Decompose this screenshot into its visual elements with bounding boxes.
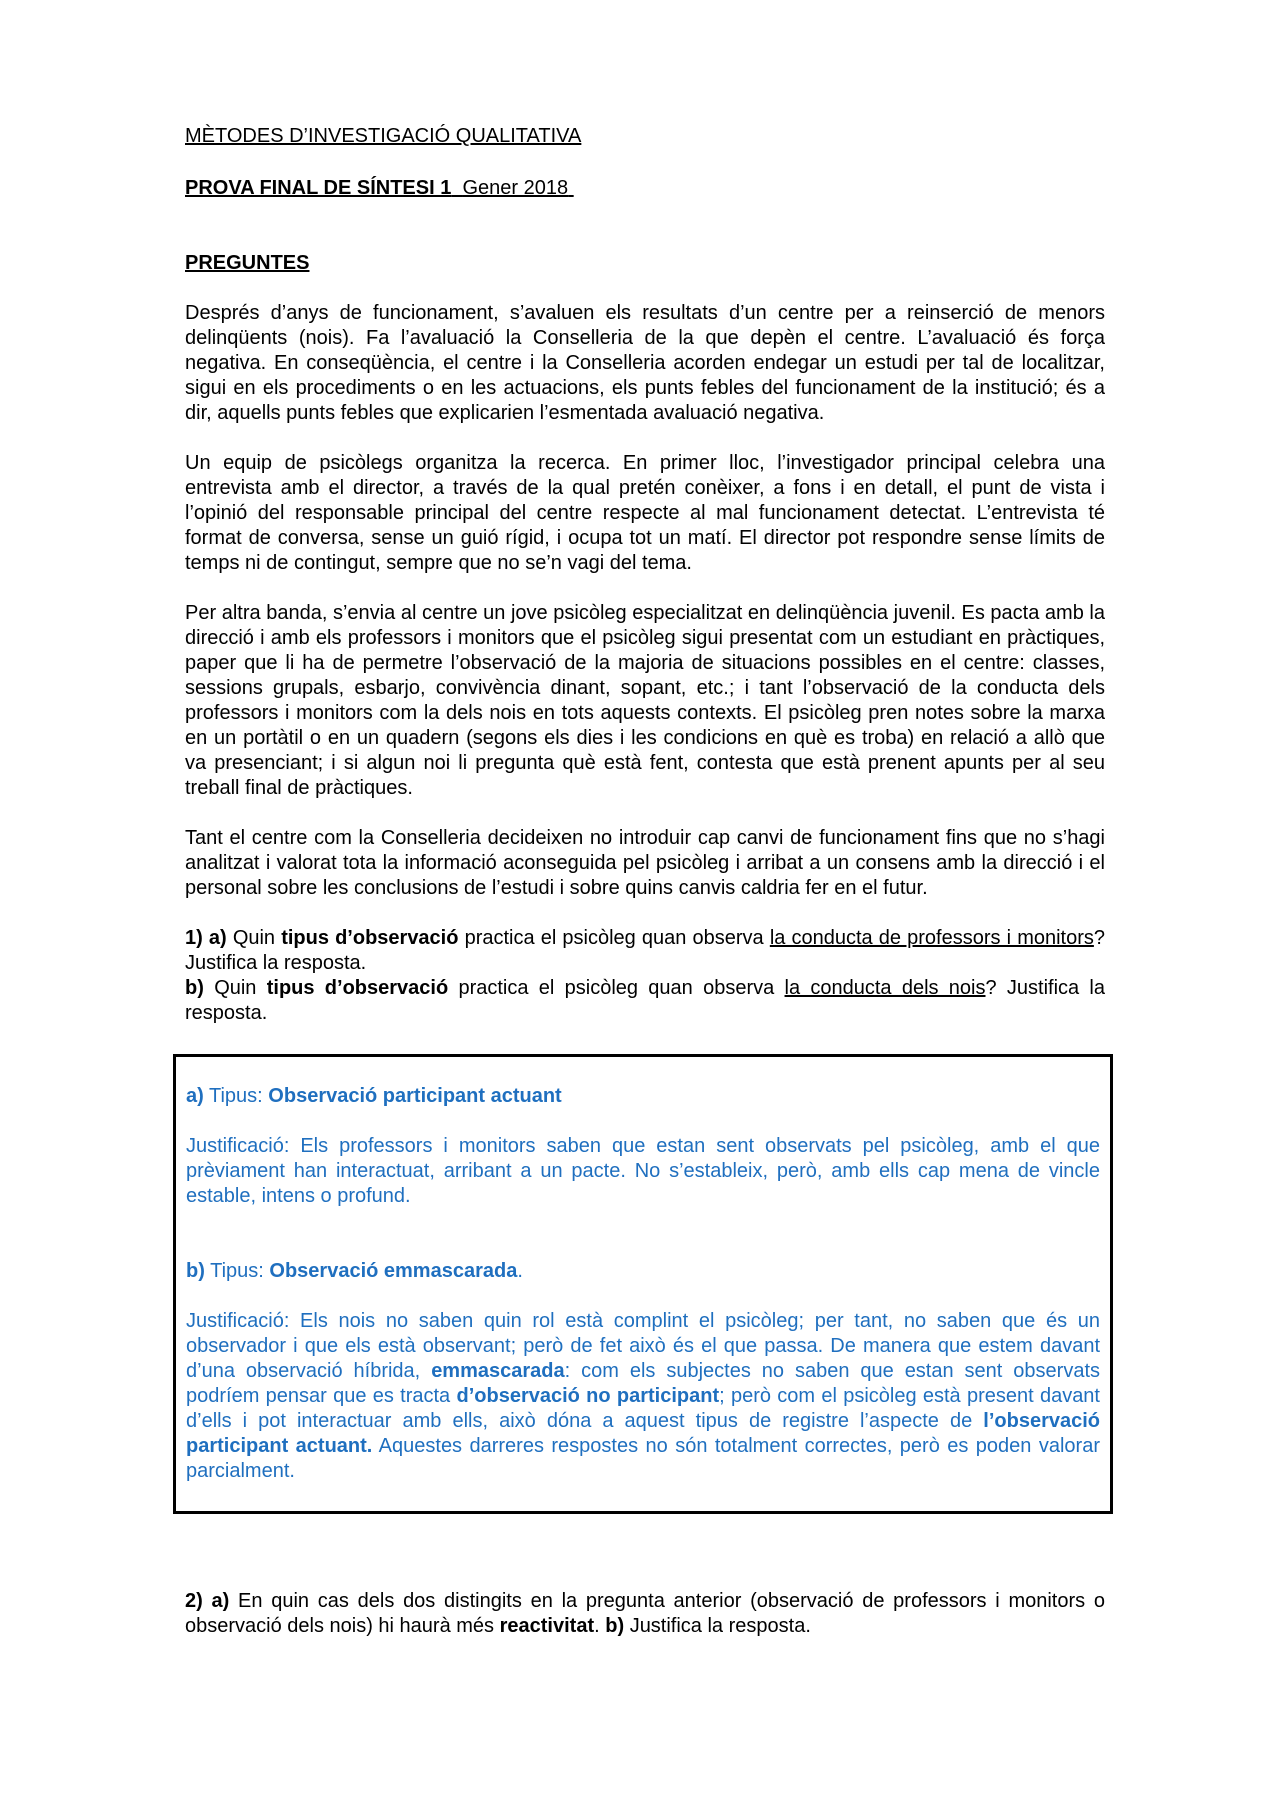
- exam-date: Gener 2018: [462, 177, 569, 199]
- q1a-text1: Quin: [232, 927, 276, 949]
- course-title: MÈTODES D’INVESTIGACIÓ QUALITATIVA: [185, 125, 582, 147]
- question-1a: [185, 926, 1105, 976]
- q1a-bold: tipus d’observació: [281, 927, 459, 949]
- answer-b-type-value: Observació emmascarada: [269, 1260, 518, 1282]
- q1a-text3: ? Justifica la resposta.: [185, 927, 1106, 974]
- answer-b-just-bold1: emmascarada: [431, 1360, 565, 1382]
- paragraph-2: Un equip de psicòlegs organitza la recerca. En primer lloc, l’investigador principal celebra una entrevista amb el director, a través de la qual pretén conèixer, a fons i en detall, el punt de vista i l’opinió del responsable principal del centre respecte al mal funcionament detectat. L’entrevista té format de conversa, sense un guió rígid, i ocupa tot un matí. El director pot respondre sense límits de temps ni de contingut, sempre que no se’n vagi del tema.: [185, 452, 1105, 574]
- questions-heading: PREGUNTES: [185, 252, 310, 274]
- q1b-text1: Quin: [214, 977, 257, 999]
- answer-b-just-bold3: l’observació participant actuant.: [186, 1410, 1101, 1457]
- paragraph-1: Després d’anys de funcionament, s’avaluen els resultats d’un centre per a reinserció de menors delinqüents (nois). Fa l’avaluació la Conselleria de la que depèn el centre. L’avaluació és força negativa. En conseqüència, el centre i la Conselleria acorden endegar un estudi per tal de localitzar, sigui en els procediments o en les actuacions, els punts febles del funcionament de la institució; és a dir, aquells punts febles que explicarien l’esmentada avaluació negativa.: [185, 302, 1105, 424]
- answer-a-justification: Justificació: Els professors i monitors saben que estan sent observats pel psicòleg, amb el que prèviament han interactuat, arribant a un pacte. No s’estableix, però, amb ells cap mena de vincle estable, intens o profund.: [186, 1135, 1100, 1207]
- answer-b-label: b): [186, 1260, 205, 1282]
- answer-b-just-3: ; però com el psicòleg està present davant d’ells i pot interactuar amb ells, això dóna a aquest tipus de registre l’aspecte de: [186, 1385, 1100, 1432]
- exam-title: PROVA FINAL DE SÍNTESI 1: [185, 177, 452, 199]
- answer-a-type: [186, 1084, 1100, 1109]
- answer-b-type: [186, 1259, 1100, 1284]
- q1b-bold: tipus d’observació: [266, 977, 449, 999]
- answer-b-justification: [186, 1309, 1100, 1484]
- q1b-label: b): [185, 977, 204, 999]
- q1b-text3: ? Justifica la resposta.: [185, 977, 1106, 1024]
- answer-b-just-bold2: d’observació no participant: [456, 1385, 720, 1407]
- question-1: [185, 926, 1105, 1026]
- q2-text1: En quin cas dels dos distingits en la pregunta anterior (observació de professors i monitors o observació dels nois) hi haurà més: [185, 1590, 1106, 1637]
- answer-box: [173, 1054, 1113, 1514]
- answer-a-type-value: Observació participant actuant: [268, 1085, 562, 1107]
- question-2-text: [185, 1589, 1105, 1639]
- answer-b-just-1: Justificació: Els nois no saben quin rol està complint el psicòleg; per tant, no saben que és un observador i que els està observant; però de fet això és el que passa. De manera que estem davant d’una observació híbrida,: [186, 1310, 1100, 1382]
- q2-b-label: b): [605, 1615, 625, 1637]
- exam-spacer: [451, 177, 462, 199]
- q2-text2: .: [594, 1615, 600, 1637]
- answer-a-tipus: Tipus:: [209, 1085, 263, 1107]
- q1b-text2: practica el psicòleg quan observa: [458, 977, 775, 999]
- q1a-text2: practica el psicòleg quan observa: [464, 927, 764, 949]
- q2-text3: Justifica la resposta.: [629, 1615, 811, 1637]
- q1a-label: 1) a): [185, 927, 227, 949]
- q1a-underlined: la conducta de professors i monitors: [769, 927, 1094, 949]
- question-2: [185, 1589, 1105, 1639]
- paragraph-4: Tant el centre com la Conselleria decideixen no introduir cap canvi de funcionament fins que no s’hagi analitzat i valorat tota la informació aconseguida pel psicòleg i arribat a un consens amb la direcció i el personal sobre les conclusions de l’estudi i sobre quins canvis caldria fer en el futur.: [185, 827, 1105, 899]
- answer-a-label: a): [186, 1085, 204, 1107]
- answer-b-tipus: Tipus:: [210, 1260, 264, 1282]
- answer-b-period: .: [517, 1260, 523, 1282]
- q2-bold: reactivitat: [499, 1615, 595, 1637]
- question-1b: [185, 976, 1105, 1026]
- exam-trail: [568, 177, 574, 199]
- answer-b-just-2: : com els subjectes no saben que estan sent observats podríem pensar que es tracta: [186, 1360, 1100, 1407]
- paragraph-3: Per altra banda, s’envia al centre un jove psicòleg especialitzat en delinqüència juvenil. Es pacta amb la direcció i amb els professors i monitors que el psicòleg sigui presentat com un estudiant en pràctiques, paper que li ha de permetre l’observació de la majoria de situacions possibles en el centre: classes, sessions grupals, esbarjo, convivència dinant, sopant, etc.; i tant l’observació de la conducta dels professors i monitors com la dels nois en tots aquests contexts. El psicòleg pren notes sobre la marxa en un portàtil o en un quadern (segons els dies i les condicions en què es troba) en relació a allò que va presenciant; i si algun noi li pregunta què està fent, contesta que està prenent apunts per al seu treball final de pràctiques.: [185, 602, 1105, 799]
- exam-header: [185, 176, 1105, 201]
- q2-label: 2) a): [185, 1590, 230, 1612]
- answer-b-just-4: Aquestes darreres respostes no són totalment correctes, però es poden valorar parcialment.: [186, 1435, 1100, 1482]
- q1b-underlined: la conducta dels nois: [784, 977, 986, 999]
